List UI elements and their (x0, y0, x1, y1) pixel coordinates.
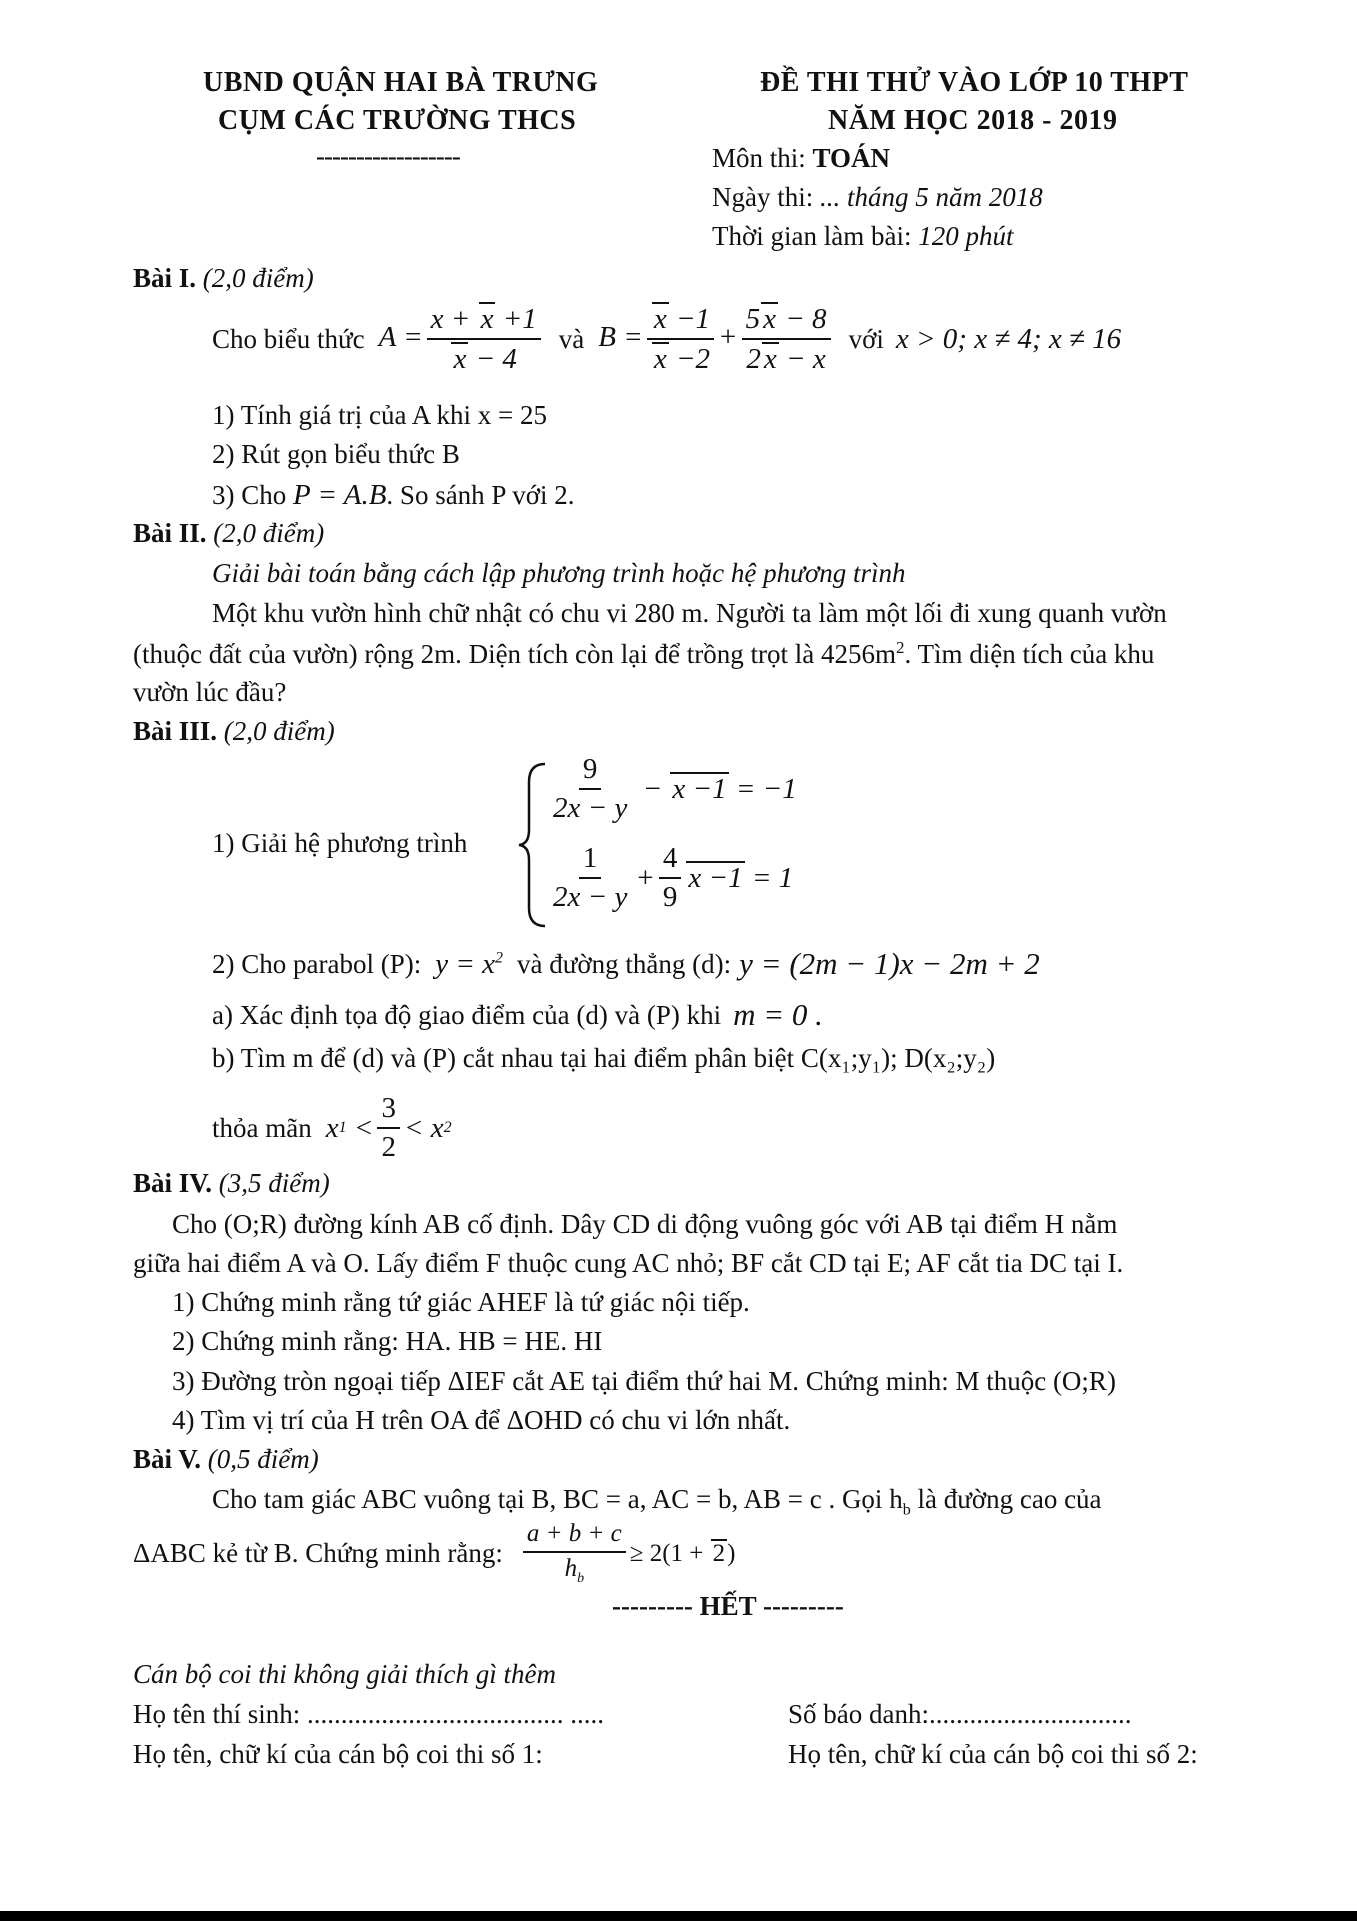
subject-value: TOÁN (812, 143, 891, 173)
bai3-heading (133, 716, 335, 747)
proctor-2-signature: Họ tên, chữ kí của cán bộ coi thi số 2: (788, 1739, 1198, 1769)
bai2-line-2: (thuộc đất của vườn) rộng 2m. Diện tích còn lại để trồng trọt là $4256m^2$. Tìm diện tích của khu (133, 638, 1155, 669)
bai4-question-2: 2) Chứng minh rằng: HA. HB = HE. HI (172, 1326, 603, 1356)
bai1-points: (2,0 điểm) (202, 263, 314, 293)
date-label: Ngày thi: (712, 182, 820, 212)
expression-b: B = $\frac{x -1}{x -2}$ + $\frac{5 x - 8}{2 x - x}$ (598, 302, 834, 377)
bai1-title: Bài I. (133, 263, 197, 293)
subject-line (712, 143, 890, 174)
parabol-equation: $y = x^2$ (435, 947, 504, 980)
bai3-title: Bài III. (133, 716, 218, 746)
bai5-inequality: $\frac{a + b + c}{h_b}$ ≥ 2(1 + 2) (519, 1520, 736, 1587)
time-line (712, 221, 1014, 252)
bai4-points: (3,5 điểm) (218, 1168, 330, 1198)
bai1-and: và (558, 323, 585, 354)
bai5-title: Bài V. (133, 1444, 202, 1474)
bai1-expression-line (212, 302, 1121, 377)
line-equation: y = (2m − 1)x − 2m + 2 (739, 946, 1040, 981)
bai2-heading (133, 518, 324, 549)
bai1-heading (133, 263, 314, 294)
school-cluster-name: CỤM CÁC TRƯỜNG THCS (218, 105, 577, 136)
bai3-question-2: 2) Cho parabol (P): $y = x^2$ và đường thẳng (d): y = (2m − 1)x − 2m + 2 (212, 946, 1040, 981)
proctor-1-signature: Họ tên, chữ kí của cán bộ coi thi số 1: (133, 1739, 543, 1769)
bai1-question-3: 3) Cho P = A.B. So sánh P với 2. (212, 479, 575, 511)
bai4-heading (133, 1168, 330, 1199)
bai4-question-1: 1) Chứng minh rằng tứ giác AHEF là tứ giác nội tiếp. (172, 1287, 750, 1317)
bai3-question-2b-condition: thỏa mãn x 1 < $\frac{3}{2}$ < x 2 (212, 1092, 452, 1164)
bai1-condition: x > 0; x ≠ 4; x ≠ 16 (895, 322, 1122, 355)
bai1-with: với (848, 323, 884, 354)
bai2-points: (2,0 điểm) (213, 518, 325, 548)
bai4-title: Bài IV. (133, 1168, 213, 1198)
bai4-line-2: giữa hai điểm A và O. Lấy điểm F thuộc cung AC nhỏ; BF cắt CD tại E; AF cắt tia DC tại I. (133, 1248, 1124, 1278)
subject-label: Môn thi: (712, 143, 813, 173)
expression-a: A = $\frac{x + x +1}{x - 4}$ (379, 302, 545, 377)
inequality-x1-x2: x 1 < $\frac{3}{2}$ < x 2 (325, 1092, 452, 1164)
bai3-question-2a: a) Xác định tọa độ giao điểm của (d) và (P) khi m = 0 . (212, 997, 823, 1032)
date-value: ... tháng 5 năm 2018 (820, 182, 1043, 212)
bottom-border (0, 1911, 1357, 1921)
bai3-question-1-label: 1) Giải hệ phương trình (212, 828, 468, 858)
bai5-points: (0,5 điểm) (207, 1444, 319, 1474)
bai1-intro: Cho biểu thức (212, 323, 365, 354)
candidate-name-field: Họ tên thí sinh: ...................................... ..... (133, 1699, 604, 1729)
proctor-note: Cán bộ coi thi không giải thích gì thêm (133, 1659, 556, 1689)
bai4-line-1: Cho (O;R) đường kính AB cố định. Dây CD di động vuông góc với AB tại điểm H nằm (172, 1209, 1118, 1239)
bai4-question-3: 3) Đường tròn ngoại tiếp ΔIEF cắt AE tại điểm thứ hai M. Chứng minh: M thuộc (O;R) (172, 1366, 1116, 1396)
q3-formula: P = A.B (293, 479, 387, 511)
time-label: Thời gian làm bài: (712, 221, 919, 251)
candidate-number-field: Số báo danh:.............................. (788, 1699, 1132, 1729)
school-year: NĂM HỌC 2018 - 2019 (828, 105, 1118, 136)
m-value: m = 0 . (733, 997, 823, 1032)
bai2-title: Bài II. (133, 518, 207, 548)
time-value: 120 phút (918, 221, 1014, 251)
bai5-line-1: Cho tam giác ABC vuông tại B, BC = a, AC = b, AB = c . Gọi $h_b$ là đường cao của (212, 1484, 1102, 1519)
bai5-line-2: ΔABC kẻ từ B. Chứng minh rằng: $\frac{a + b + c}{h_b}$ ≥ 2(1 + 2) (133, 1520, 736, 1586)
exam-title: ĐỀ THI THỬ VÀO LỚP 10 THPT (760, 67, 1189, 98)
date-line (712, 182, 1043, 213)
header-divider: ------------------ (316, 141, 460, 171)
bai1-question-1: 1) Tính giá trị của A khi x = 25 (212, 400, 547, 430)
end-marker: --------- HẾT --------- (612, 1591, 844, 1621)
bai2-line-3: vườn lúc đầu? (133, 677, 287, 707)
system-equation-1: $\frac{9}{2x - y}$ − x −1 = −1 (553, 753, 797, 825)
bai5-heading (133, 1444, 319, 1475)
district-name: UBND QUẬN HAI BÀ TRƯNG (203, 67, 599, 98)
bai3-points: (2,0 điểm) (223, 716, 335, 746)
bai2-line-1: Một khu vườn hình chữ nhật có chu vi 280 m. Người ta làm một lối đi xung quanh vườn (212, 598, 1167, 628)
bai1-question-2: 2) Rút gọn biểu thức B (212, 439, 460, 469)
bai4-question-4: 4) Tìm vị trí của H trên OA để ΔOHD có chu vi lớn nhất. (172, 1405, 791, 1435)
bai3-question-2b: b) Tìm m để (d) và (P) cắt nhau tại hai điểm phân biệt C(x₁;y₁); D(x₂;y₂) (212, 1043, 996, 1073)
bai2-subtitle: Giải bài toán bằng cách lập phương trình hoặc hệ phương trình (212, 558, 906, 588)
system-equation-2: $\frac{1}{2x - y}$ + $\frac{4}{9}$ x −1 = 1 (553, 842, 794, 914)
